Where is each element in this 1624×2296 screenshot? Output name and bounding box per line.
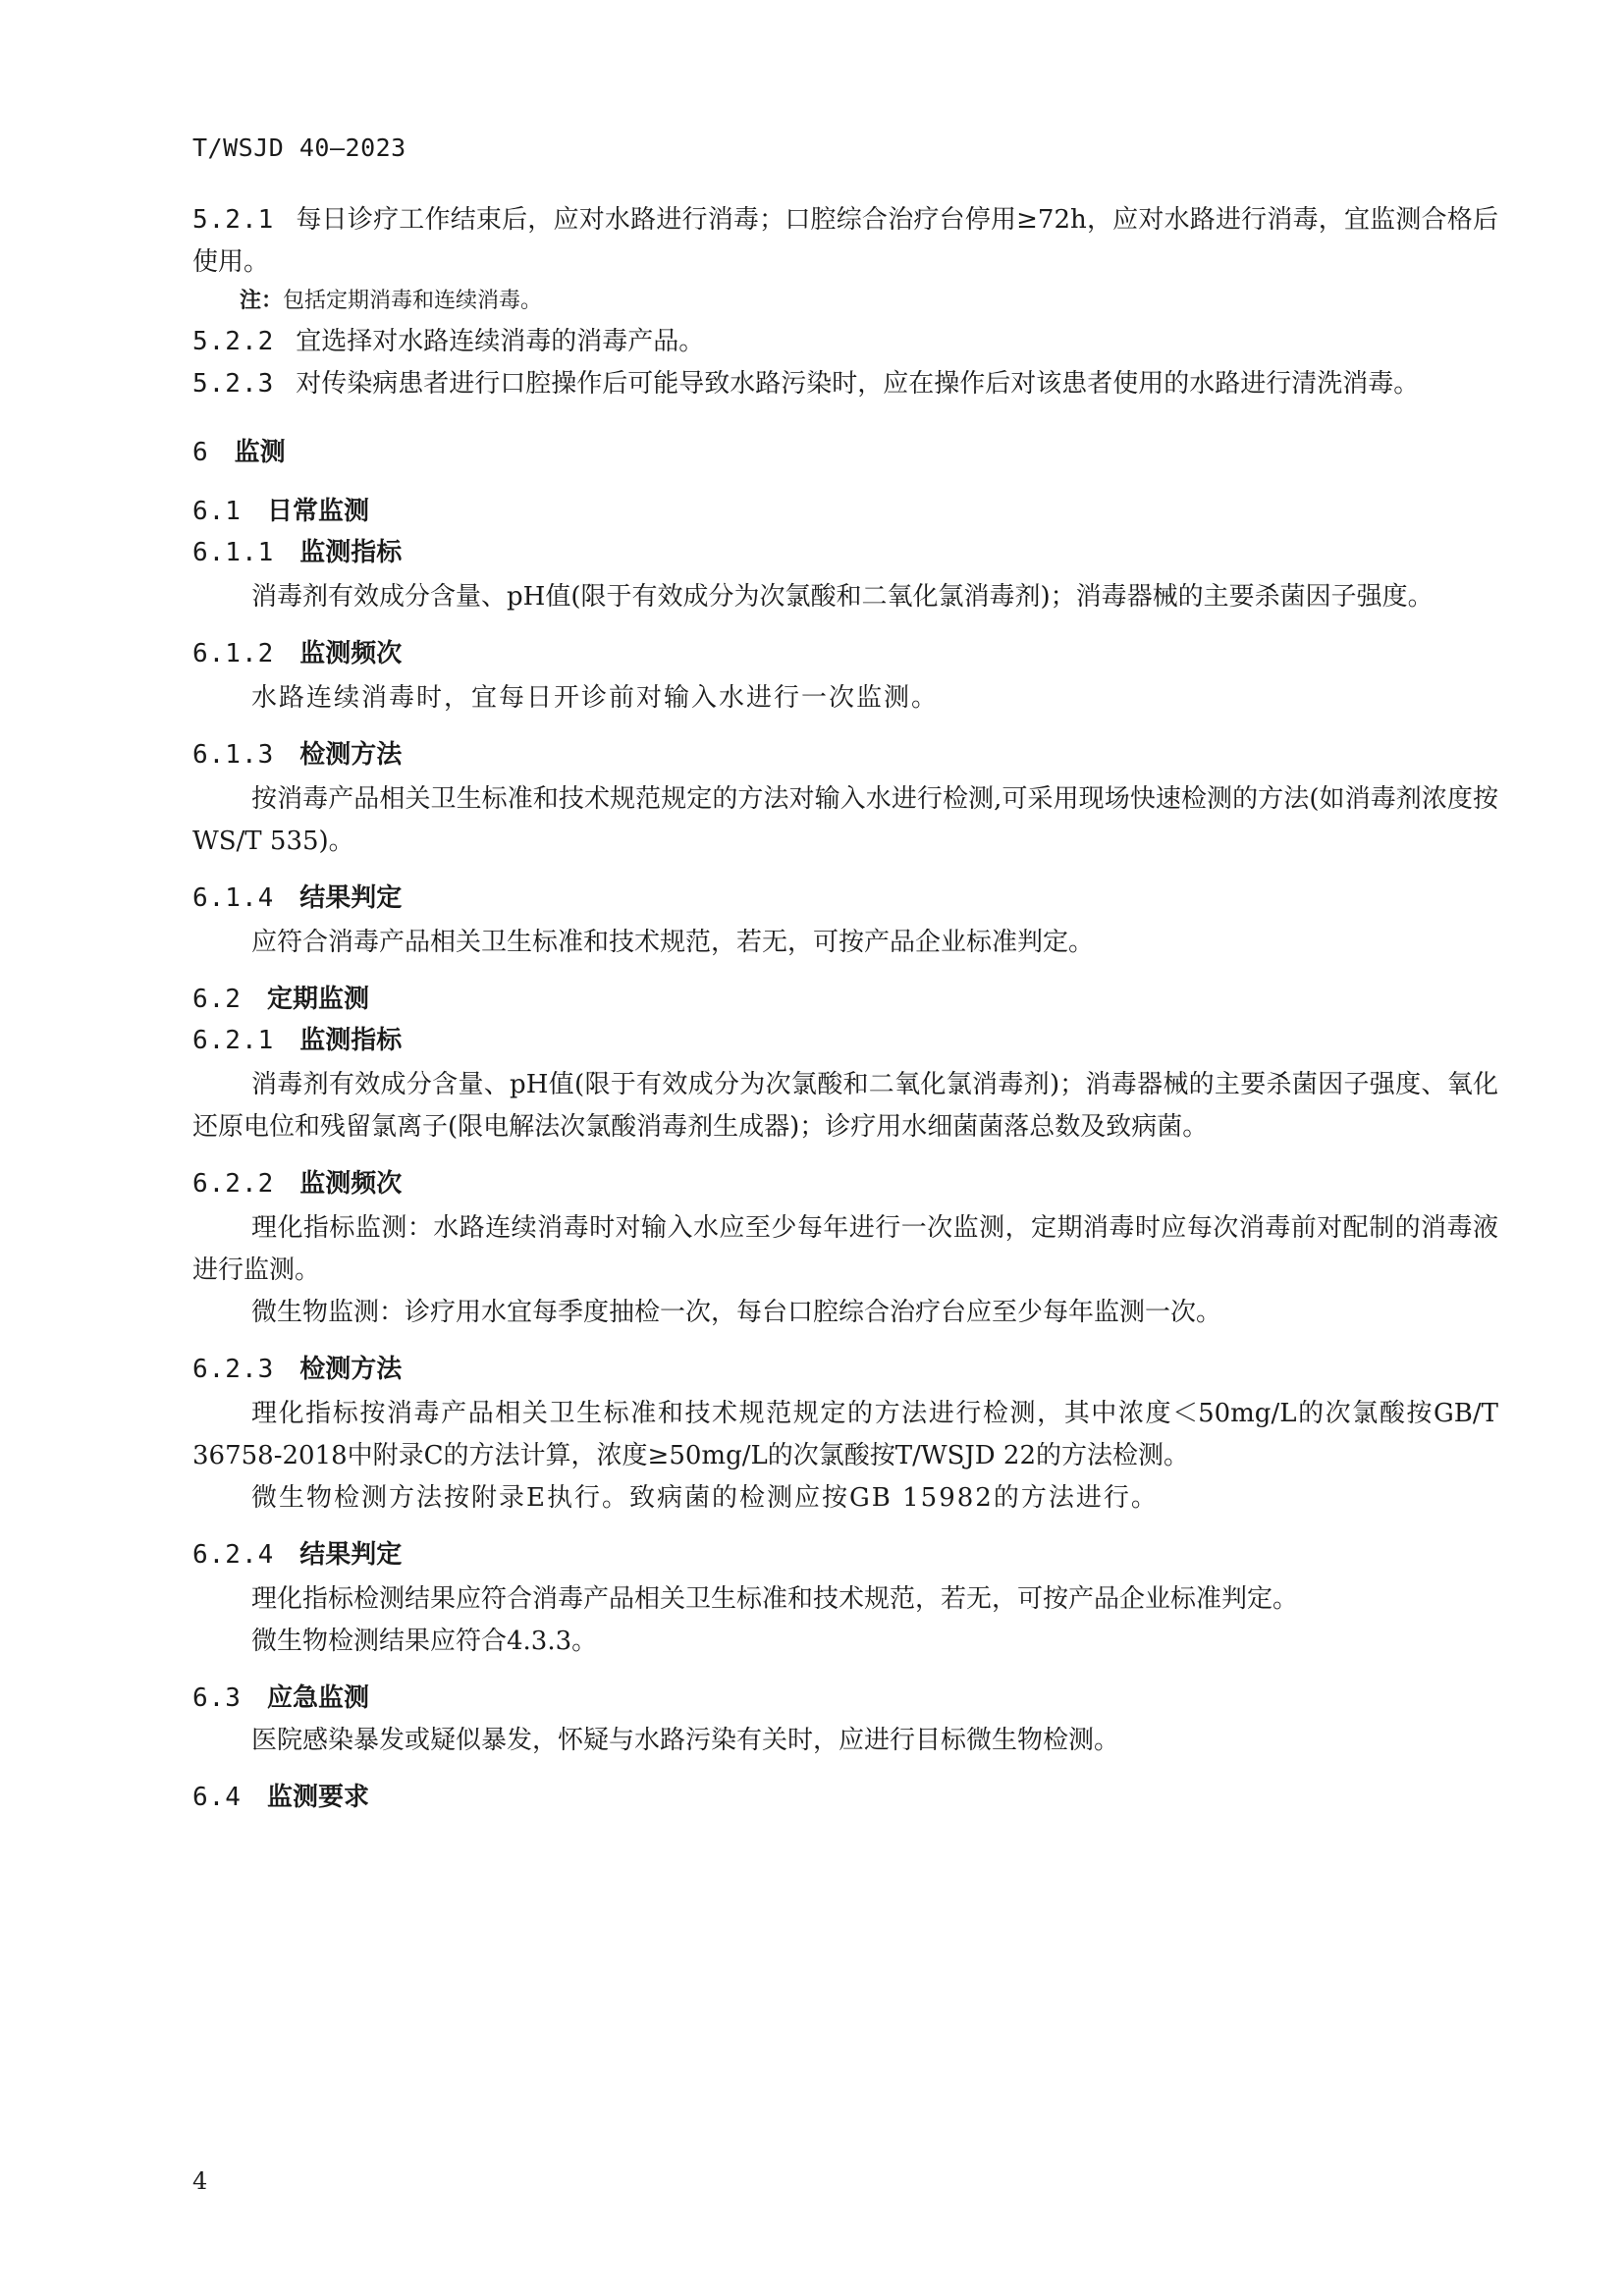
clause-5-2-1: [192, 199, 1498, 284]
section-6-3-heading: [192, 1679, 1498, 1718]
section-6-1-4-heading: [192, 879, 1498, 918]
section-6-2-3-heading: [192, 1350, 1498, 1389]
paragraph: 应符合消毒产品相关卫生标准和技术规范，若无，可按产品企业标准判定。: [251, 928, 1095, 957]
paragraph: 微生物检测结果应符合4.3.3。: [251, 1627, 598, 1656]
clause-5-2-3: [192, 363, 1498, 405]
section-number: 6.2.4: [192, 1540, 275, 1570]
clause-text: 对传染病患者进行口腔操作后可能导致水路污染时，应在操作后对该患者使用的水路进行清洗消毒。: [296, 369, 1420, 399]
section-title: 检测方法: [299, 1355, 403, 1384]
section-title: 监测要求: [266, 1783, 369, 1812]
note-text: 包括定期消毒和连续消毒。: [283, 289, 543, 313]
section-title: 应急监测: [266, 1683, 369, 1713]
section-6-1-2-heading: [192, 634, 1498, 673]
section-title: 检测方法: [299, 740, 403, 770]
section-number: 6.1.2: [192, 639, 275, 668]
section-number: 6.2: [192, 985, 242, 1014]
section-number: 6.1.4: [192, 883, 275, 913]
paragraph: 医院感染暴发或疑似暴发，怀疑与水路污染有关时，应进行目标微生物检测。: [251, 1726, 1120, 1755]
section-title: 监测指标: [299, 1026, 403, 1055]
paragraph: 理化指标按消毒产品相关卫生标准和技术规范规定的方法进行检测，其中浓度＜50mg/L的次氯酸按GB/T 36758-2018中附录C的方法计算，浓度≥50mg/L的次氯酸按T/WSJD 22的方法检测。: [192, 1399, 1498, 1470]
section-title: 监测: [234, 438, 286, 467]
section-number: 6.3: [192, 1683, 242, 1713]
section-number: 6.4: [192, 1783, 242, 1812]
paragraph: 微生物监测：诊疗用水宜每季度抽检一次，每台口腔综合治疗台应至少每年监测一次。: [251, 1298, 1222, 1327]
section-title: 定期监测: [266, 985, 369, 1014]
section-6-2-4-heading: [192, 1535, 1498, 1575]
paragraph: 理化指标检测结果应符合消毒产品相关卫生标准和技术规范，若无，可按产品企业标准判定。: [251, 1584, 1299, 1614]
note: [240, 284, 1498, 319]
section-6-1-heading: [192, 492, 1498, 531]
section-number: 6.1.3: [192, 740, 275, 770]
section-title: 日常监测: [266, 497, 369, 526]
paragraph: 消毒剂有效成分含量、pH值(限于有效成分为次氯酸和二氧化氯消毒剂)；消毒器械的主要杀菌因子强度。: [251, 582, 1434, 612]
clause-number: 5.2.1: [192, 205, 275, 235]
section-6-heading: [192, 433, 1498, 472]
section-6-1-1-heading: [192, 533, 1498, 572]
note-label: 注：: [240, 289, 284, 313]
section-number: 6.1.1: [192, 538, 275, 567]
paragraph: 按消毒产品相关卫生标准和技术规范规定的方法对输入水进行检测,可采用现场快速检测的方法(如消毒剂浓度按WS/T 535)。: [192, 784, 1498, 856]
section-title: 结果判定: [299, 883, 403, 913]
section-title: 结果判定: [299, 1540, 403, 1570]
paragraph: 微生物检测方法按附录E执行。致病菌的检测应按GB 15982的方法进行。: [251, 1483, 1159, 1513]
clause-text: 宜选择对水路连续消毒的消毒产品。: [296, 327, 705, 356]
section-number: 6.2.1: [192, 1026, 275, 1055]
section-number: 6.2.3: [192, 1355, 275, 1384]
page-body: [192, 199, 1498, 1819]
document-code: T/WSJD 40—2023: [192, 133, 406, 162]
section-number: 6.2.2: [192, 1169, 275, 1199]
section-title: 监测频次: [299, 639, 403, 668]
clause-number: 5.2.2: [192, 327, 275, 356]
clause-number: 5.2.3: [192, 369, 275, 399]
section-number: 6.1: [192, 497, 242, 526]
section-6-1-3-heading: [192, 735, 1498, 774]
clause-text: 每日诊疗工作结束后，应对水路进行消毒；口腔综合治疗台停用≥72h，应对水路进行消毒，宜监测合格后使用。: [192, 205, 1498, 277]
section-6-2-2-heading: [192, 1164, 1498, 1203]
section-6-2-heading: [192, 980, 1498, 1019]
section-title: 监测指标: [299, 538, 403, 567]
section-number: 6: [192, 438, 209, 467]
section-6-4-heading: [192, 1778, 1498, 1817]
paragraph: 水路连续消毒时，宜每日开诊前对输入水进行一次监测。: [251, 683, 940, 713]
paragraph: 理化指标监测：水路连续消毒时对输入水应至少每年进行一次监测，定期消毒时应每次消毒前对配制的消毒液进行监测。: [192, 1213, 1498, 1285]
page-number: 4: [192, 2167, 208, 2195]
section-6-2-1-heading: [192, 1021, 1498, 1060]
clause-5-2-2: [192, 321, 1498, 363]
section-title: 监测频次: [299, 1169, 403, 1199]
paragraph: 消毒剂有效成分含量、pH值(限于有效成分为次氯酸和二氧化氯消毒剂)；消毒器械的主要杀菌因子强度、氧化还原电位和残留氯离子(限电解法次氯酸消毒剂生成器)；诊疗用水细菌菌落总数及致病菌。: [192, 1070, 1498, 1142]
